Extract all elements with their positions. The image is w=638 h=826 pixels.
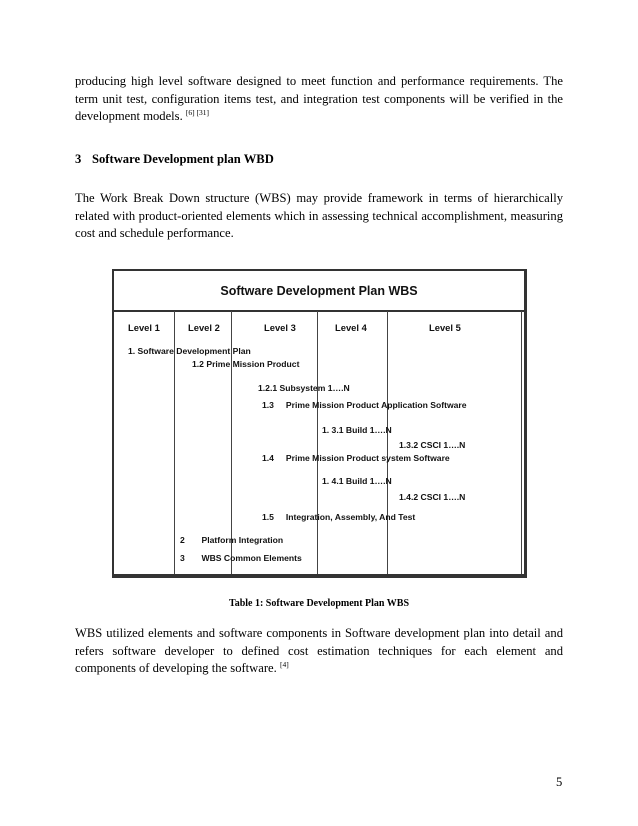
- column-divider: [521, 311, 522, 574]
- level-5-header: Level 5: [429, 322, 461, 333]
- section-number: 3: [75, 152, 82, 166]
- closing-paragraph: [75, 625, 563, 678]
- intro-paragraph: [75, 73, 563, 126]
- column-divider: [317, 311, 318, 574]
- wbs-item: 2 Platform Integration: [180, 535, 284, 545]
- closing-paragraph-text: WBS utilized elements and software components in Software development plan into detail and refers software developer to defined cost estimation techniques for each element and components of developing the software.: [75, 626, 563, 675]
- table-caption: Table 1: Software Development Plan WBS: [228, 598, 410, 609]
- wbs-item: 1.4 Prime Mission Product system Software: [262, 453, 450, 463]
- wbs-item: 1.3 Prime Mission Product Application Software: [262, 400, 467, 410]
- wbs-title: Software Development Plan WBS: [114, 271, 524, 312]
- wbs-item: 1. 3.1 Build 1….N: [322, 425, 392, 435]
- section-paragraph: The Work Break Down structure (WBS) may provide framework in terms of hierarchically related with product-oriented elements which in assessing technical accomplishment, measuring cost and schedule performance.: [75, 191, 563, 240]
- wbs-item: 1.3.2 CSCI 1….N: [399, 440, 466, 450]
- section-heading: [75, 152, 274, 167]
- intro-citation: [6] [31]: [185, 108, 210, 117]
- level-4-header: Level 4: [335, 322, 367, 333]
- page-number: 5: [556, 775, 563, 789]
- section-title: Software Development plan WBD: [92, 152, 274, 166]
- wbs-item: 1.5 Integration, Assembly, And Test: [262, 512, 416, 522]
- closing-citation: [4]: [279, 660, 289, 669]
- wbs-figure: [112, 269, 527, 578]
- level-3-header: Level 3: [264, 322, 296, 333]
- wbs-item: 1. 4.1 Build 1….N: [322, 476, 392, 486]
- column-divider: [387, 311, 388, 574]
- wbs-item: 1. Software Development Plan: [128, 346, 251, 356]
- wbs-item: 3 WBS Common Elements: [180, 553, 302, 563]
- intro-paragraph-text: producing high level software designed to meet function and performance requirements. The term unit test, configuration items test, and integration test components will be verified in the development models.: [75, 74, 563, 123]
- level-1-header: Level 1: [128, 322, 160, 333]
- level-2-header: Level 2: [188, 322, 220, 333]
- wbs-item: 1.4.2 CSCI 1….N: [399, 492, 466, 502]
- wbs-item: 1.2 Prime Mission Product: [192, 359, 300, 369]
- wbs-item: 1.2.1 Subsystem 1….N: [258, 383, 350, 393]
